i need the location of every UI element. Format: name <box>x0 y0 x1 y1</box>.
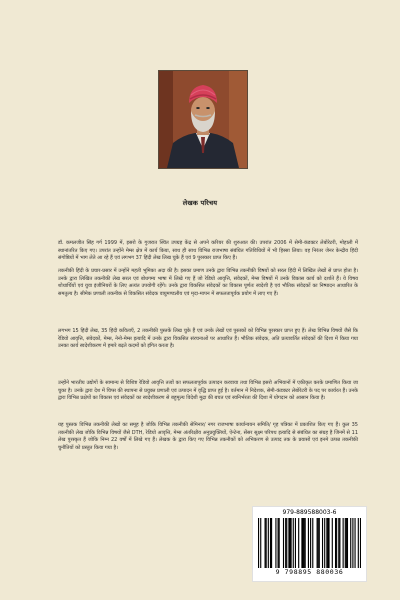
barcode-bar <box>279 518 280 568</box>
barcode-bar <box>283 518 284 568</box>
barcode-bar <box>265 518 266 568</box>
barcode-bar <box>350 518 351 568</box>
isbn-label: 979-889588003-6 <box>282 509 337 516</box>
barcode-bar <box>293 518 294 568</box>
barcode-bar <box>260 518 261 568</box>
barcode-bar <box>308 518 309 568</box>
barcode-bar <box>275 518 276 568</box>
barcode-bar <box>338 518 339 568</box>
barcode-bar <box>288 518 289 568</box>
paragraph-1: डॉ. कमलजीत सिंह गर्ग 1999 में, इसरो के गुजरात स्थित उपग्रह केंद्र से अपने करियर की शुरुआत की। उपरांत 2006 में सेमी-कंडक्टर लेबोरेटरी, मोहाली में स्थानांतरित किए गए। उपरांत उन्होंने मेम्स क्षेत्र में कार्य किया, साथ ही साथ विभिन्न राजभाषा संबंधित गतिविधियों में भी हिस्सा लिया। वह निरंतर जेनर केन्द्रीय हिंदी संगोष्ठियों में भाग लेते आ रहे हैं एवं लगभग 37 हिंदी लेख लिख चुके हैं एवं 9 पुरस्कार प्राप्त किए हैं। <box>58 240 358 262</box>
barcode-bar <box>258 518 259 568</box>
barcode-digits: 9 798895 880036 <box>275 568 344 576</box>
barcode-bar <box>324 518 325 568</box>
barcode-bar <box>310 518 311 568</box>
barcode-bar <box>298 518 299 568</box>
paragraph-3: लगभग 15 हिंदी लेख, 35 हिंदी कविताएँ, 2 तकनीकी पुस्तकें लिख चुके हैं एवं उनके लेखों एवं पुस्तकों को विभिन्न पुरस्कार प्राप्त हुए हैं। लेख विभिन्न विषयों जैसे कि रेडियो आवृत्ति, संवेदकों, मेम्स, नेनो-मेम्स इत्यादि में उनके द्वारा विकसित संरचनाओं पर आधारित हैं। भौतिक संवेदक, अति प्रत्यावर्तित संवेदकों की दिशा में किया गया उनका कार्य स्वदेशीकरण में हमारे बढ़ते कदमों को इंगित करता है। <box>58 328 358 350</box>
barcode-bar <box>339 518 340 568</box>
barcode-bar <box>327 518 328 568</box>
barcode-bar <box>266 518 267 568</box>
barcode-bar <box>347 518 348 568</box>
barcode-bar <box>285 518 286 568</box>
barcode-bar <box>271 518 272 568</box>
barcode-bar <box>278 518 279 568</box>
paragraph-4: उन्होंने भारतीय उद्योगों के सामान्य से विशिष्ट रेडियो आवृत्ति तत्वों का सफलतापूर्वक उत्पादन करवाया तथा विभिन्न इसरो अभियानों में एकीकृत करके प्रमाणित किया जा चुका है। उनके द्वारा देश में चिप्स की स्थापना से प्रयुक्त प्रणाली एवं उत्पादन में वृद्धि प्राप्त हुई है। वर्तमान में निदेशक, सेमी-कंडक्टर लेबोरेटरी के पद पर कार्यरत हैं। उनके द्वारा विभिन्न प्रक्षेपों का विकास एवं संवेदकों का स्वदेशीकरण से बहुमूल्य विदेशी मुद्रा की बचत एवं स्वनिर्भरता की दिशा में योगदान को आसान किया है। <box>58 380 358 402</box>
barcode-bar <box>322 518 323 568</box>
barcode-bar <box>352 518 353 568</box>
barcode-bar <box>289 518 290 568</box>
barcode-bar <box>304 518 305 568</box>
barcode-bar <box>343 518 344 568</box>
barcode-bars <box>258 518 361 568</box>
barcode-bar <box>302 518 303 568</box>
barcode-bar <box>336 518 337 568</box>
barcode-bar <box>305 518 306 568</box>
isbn-barcode <box>252 506 367 582</box>
barcode-bar <box>354 518 355 568</box>
barcode-bar <box>346 518 347 568</box>
barcode-bar <box>317 518 318 568</box>
barcode-bar <box>270 518 271 568</box>
barcode-bar <box>291 518 292 568</box>
barcode-bar <box>360 518 361 568</box>
barcode-bar <box>312 518 313 568</box>
barcode-bar <box>301 518 302 568</box>
barcode-bar <box>318 518 319 568</box>
paragraph-5: यह पुस्तक विभिन्न तकनीकी लेखों का समूह है जोकि विभिन्न तकनीकी सेमिनार/ नगर राजभाषा कार्यान्वयन समिति/ गृह पत्रिका में प्रकाशित किए गए हैं। कुल 35 तकनीकी लेख जोकि विभिन्न विषयों जैसे DTH, रेडियो आवृत्ति, मेम्स अंतरिक्षीय अनुप्रयुक्तियों, ऐन्टेना, सेंसर सूक्ष्म परिपथ इत्यादि से संबंधित का संग्रह है जिनमें से 11 लेख पुरस्कृत हैं जोकि निम्न 22 वर्षों में लिखे गए हैं। लेखक के द्वारा किए गए विभिन्न तकनीकों को अभिकरण से उत्पाद तक के प्रयासों एवं इनमे उत्पन्न तकनीकी चुनौतियों को प्रस्तुत किया गया है। <box>58 422 358 452</box>
section-heading: लेखक परिचय <box>182 199 218 207</box>
barcode-bar <box>328 518 329 568</box>
barcode-bar <box>345 518 346 568</box>
barcode-bar <box>295 518 296 568</box>
paragraph-2: तकनीकी हिंदी के प्रचार-प्रसार में उन्होंने महती भूमिका अदा की है। इसका प्रमाण उनके द्वारा विभिन्न तकनीकी विषयों को सरल हिंदी में लिखित लेखों से प्राप्त होता है। उनके द्वारा लिखित तकनीकी लेख सरल एवं बोधगम्य भाषा में लिखे गए हैं जो रेडियो आवृत्ति, संवेदकों, मेम्स विषयों में उनके विकास कार्य को दर्शाते हैं। ये विषय शोधार्थियों एवं युवा इंजीनियरों के लिए अत्यंत उपयोगी रहेंगे। उनके द्वारा विकसित संवेदकों का विकास पूर्णतः स्वदेशी है एवं भौतिक संवेदकों का निष्पादन आधारित के समतुल्य है। सीमेक प्रणाली तकनीक से विकसित संवेदक वायुमण्डलीय एवं मृदा-मापन में सफलतापूर्वक प्रयोग में लाए गए हैं। <box>58 268 358 298</box>
barcode-bar <box>335 518 336 568</box>
author-photo <box>158 70 248 169</box>
barcode-bar <box>286 518 287 568</box>
barcode-bar <box>326 518 327 568</box>
barcode-bar <box>268 518 269 568</box>
barcode-bar <box>319 518 320 568</box>
barcode-bar <box>332 518 333 568</box>
barcode-bar <box>358 518 359 568</box>
